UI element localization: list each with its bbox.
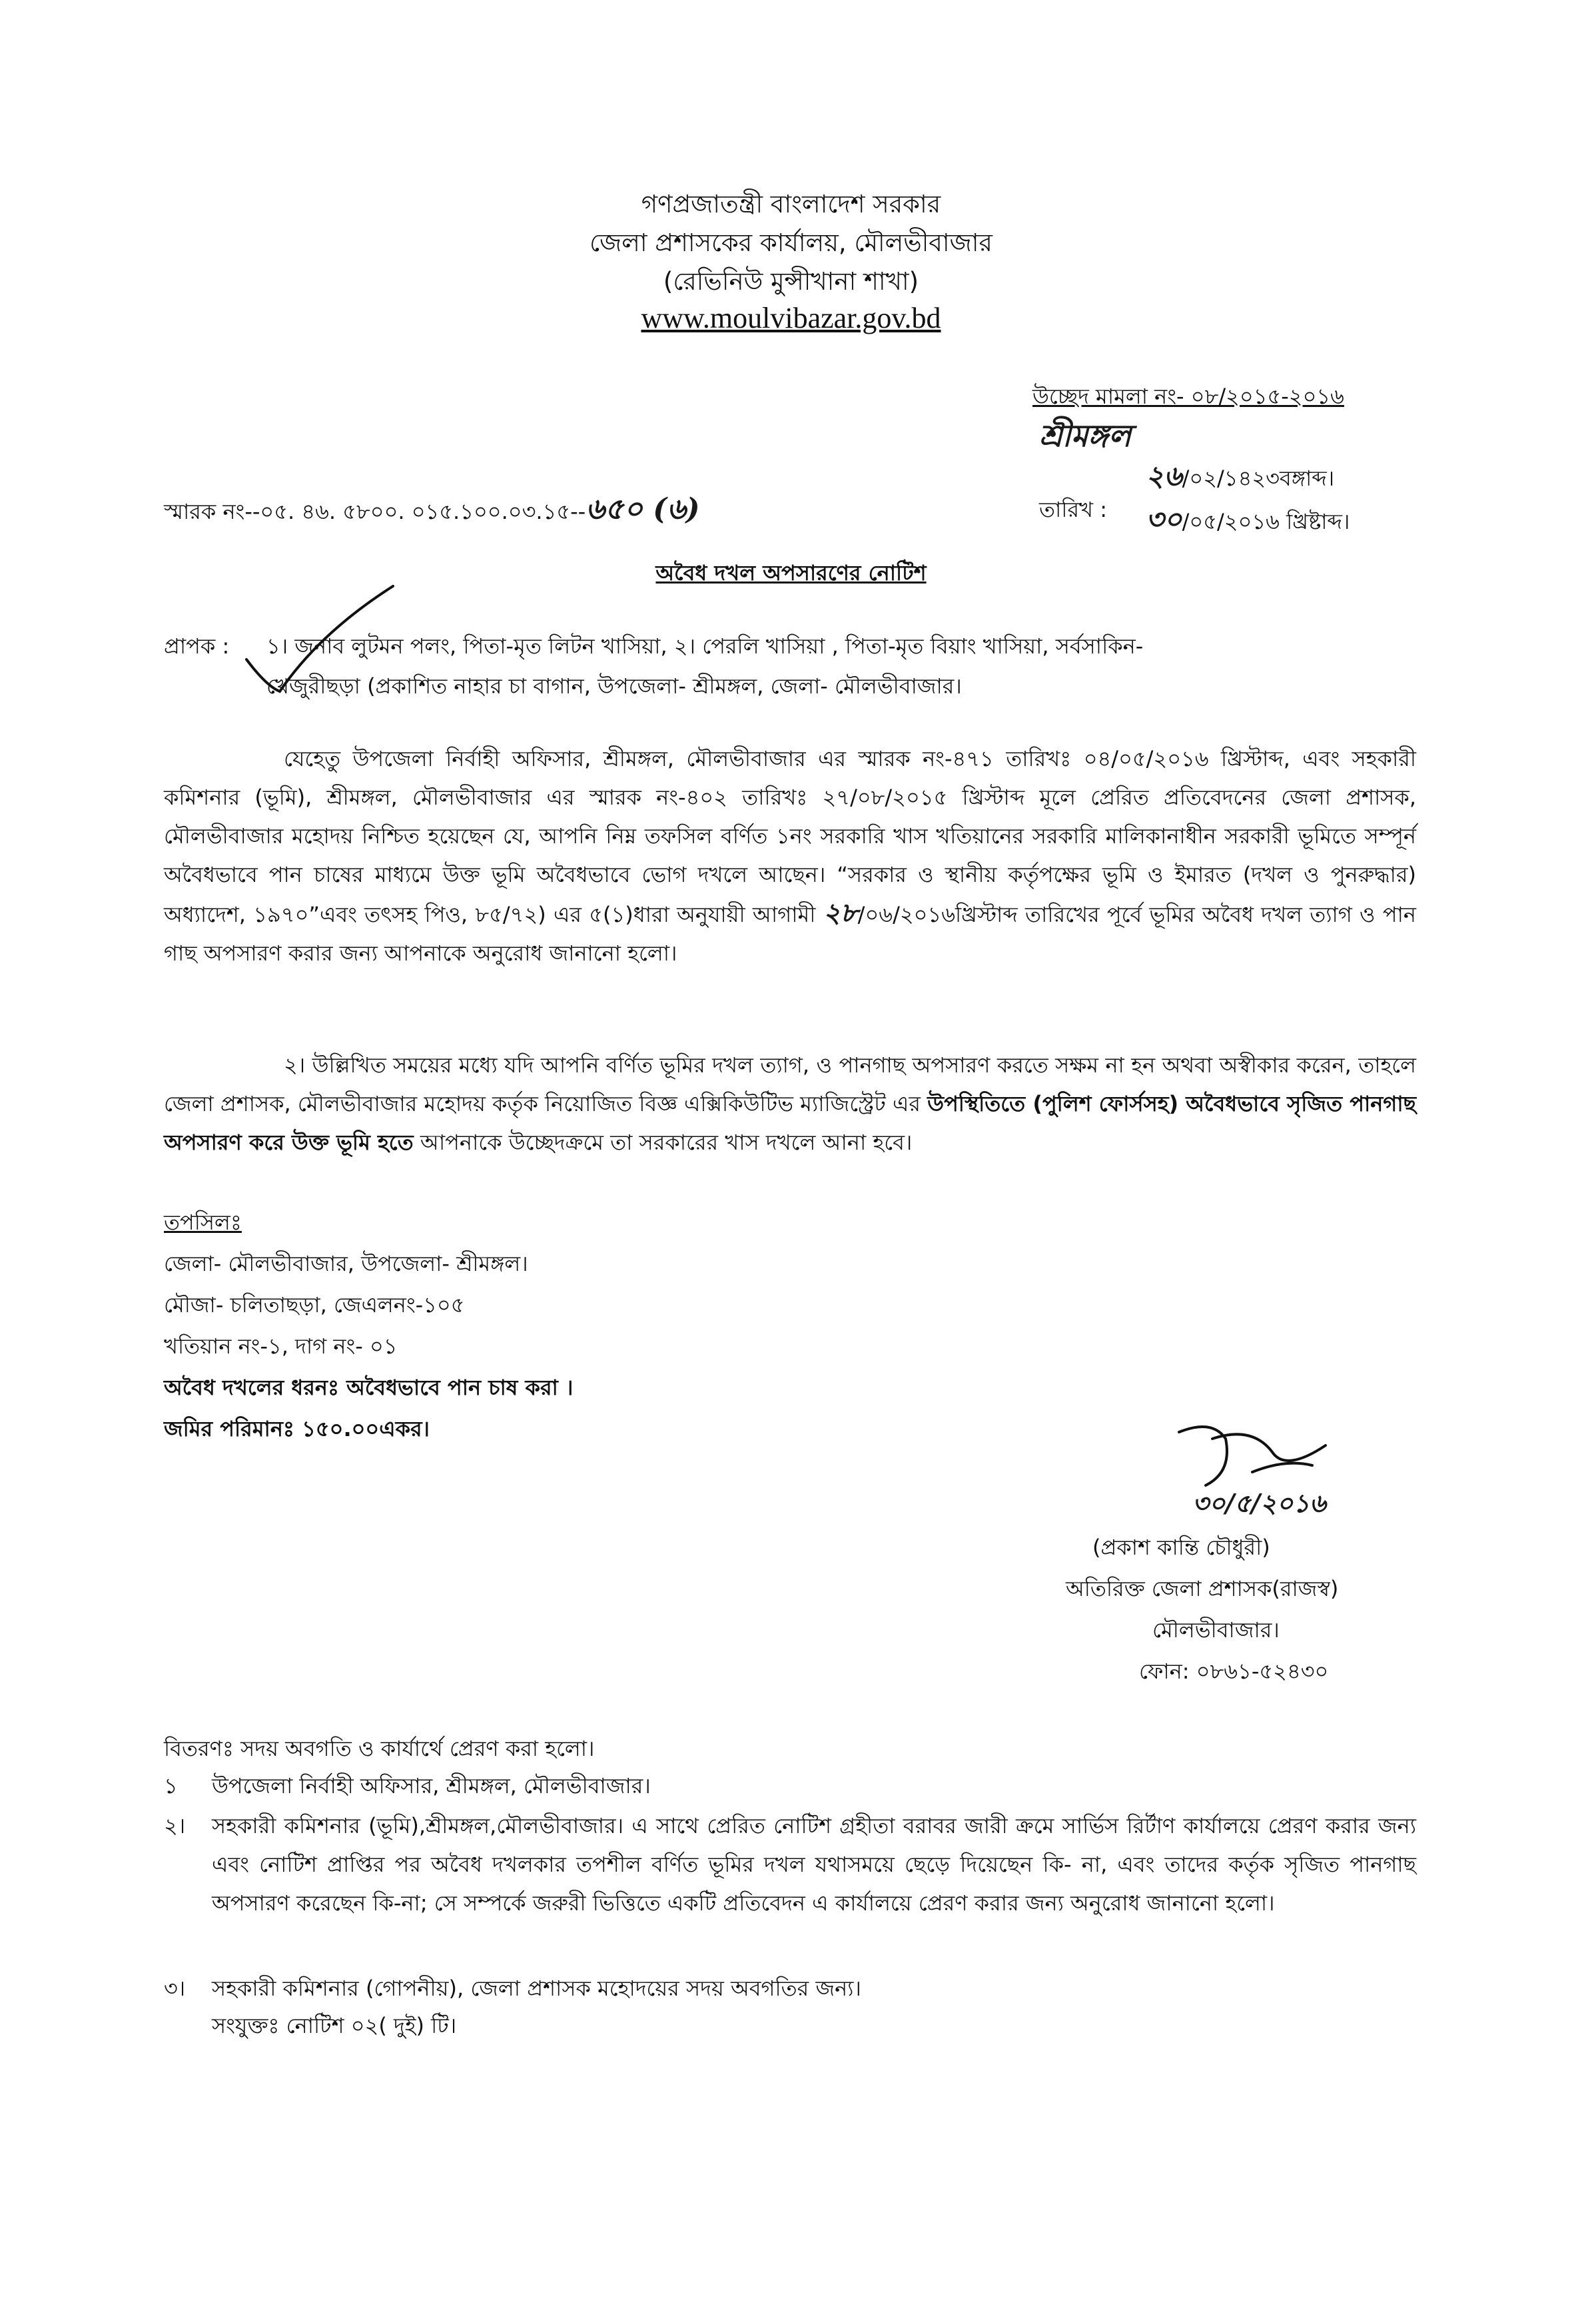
signatory-name: (প্রকাশ কান্তি চৌধুরী) (1092, 1535, 1270, 1560)
paragraph-1-part-2: /০৬/২০১৬খ্রিস্টাব্দ তারিখের পূর্বে ভূমির অবৈধ দখল ত্যাগ ও পান গাছ অপসারণ করার জন্য আপনাকে অনুরোধ জানানো হলো। (164, 902, 1416, 966)
signature-handwritten-date: ৩০/৫/২০১৬ (1192, 1488, 1326, 1518)
paragraph-1 (164, 739, 1416, 972)
schedule-line-khatian: খতিয়ান নং-১, দাগ নং- ০১ (164, 1334, 398, 1359)
handwritten-initial: শ্রীমঙ্গল (1039, 418, 1132, 454)
signatory-place: মৌলভীবাজার। (1152, 1617, 1280, 1643)
memo-number (164, 493, 700, 528)
distribution-item-text: সহকারী কমিশনার (গোপনীয়), জেলা প্রশাসক মহোদয়ের সদয় অবগতির জন্য। (212, 1976, 861, 2001)
distribution-item-number: ২। (164, 1813, 186, 1838)
recipient-label: প্রাপক : (164, 633, 230, 659)
paragraph-1-handwritten-date: ২৮ (823, 897, 858, 929)
recipient-line-2: খেজুরীছড়া (প্রকাশিত নাহার চা বাগান, উপজেলা- শ্রীমঙ্গল, জেলা- মৌলভীবাজার। (266, 673, 962, 699)
date-bangla-handwritten: ২৬ (1146, 460, 1182, 492)
schedule-line-land-amount: জমির পরিমানঃ ১৫০.০০একর। (164, 1416, 430, 1441)
case-number: উচ্ছেদ মামলা নং- ০৮/২০১৫-২০১৬ (1032, 384, 1344, 409)
distribution-item (164, 1806, 1416, 1966)
distribution-item-text: উপজেলা নির্বাহী অফিসার, শ্রীমঙ্গল, মৌলভীবাজার। (212, 1773, 651, 1798)
distribution-item (164, 1969, 1416, 2008)
schedule-line-occupation-type: অবৈধ দখলের ধরনঃ অবৈধভাবে পান চাষ করা । (164, 1375, 574, 1400)
schedule-line-mouza: মৌজা- চলিতাছড়া, জেএলনং-১০৫ (164, 1292, 465, 1318)
memo-handwritten-number: ৬৫০ (৬) (586, 492, 700, 526)
recipient-line-1: ১। জনাব লুটমন পলং, পিতা-মৃত লিটন খাসিয়া, ২। পেরলি খাসিয়া , পিতা-মৃত বিয়াং খাসিয়া, সর্বসাকিন- (266, 633, 1144, 659)
date-english-handwritten: ৩০ (1146, 503, 1182, 536)
paragraph-2-bold: উপস্থিতিতে (পুলিশ ফোর্সসহ) অবৈধভাবে সৃজিত পানগাছ অপসারণ করে উক্ত ভূমি হতে (164, 1091, 1417, 1155)
memo-text: স্মারক নং--০৫. ৪৬. ৫৮০০. ০১৫.১০০.০৩.১৫-- (164, 499, 586, 524)
date-label: তারিখ : (1039, 497, 1108, 522)
paragraph-2-part-2: আপনাকে উচ্ছেদক্রমে তা সরকারের খাস দখলে আনা হবে। (413, 1130, 913, 1155)
signatory-phone: ফোন: ০৮৬১-৫২৪৩০ (1139, 1659, 1329, 1684)
distribution-item-number: ৩। (164, 1976, 186, 2001)
notice-title: অবৈধ দখল অপসারণের নোটিশ (655, 560, 927, 585)
website-link[interactable]: www.moulvibazar.gov.bd (641, 302, 941, 334)
branch-name: (রেভিনিউ মুন্সীখানা শাখা) (663, 267, 919, 296)
schedule-heading: তপসিলঃ (164, 1210, 242, 1235)
signatory-designation: অতিরিক্ত জেলা প্রশাসক(রাজস্ব) (1066, 1576, 1339, 1601)
distribution-item (164, 1766, 1416, 1805)
date-english-rest: /০৫/২০১৬ খ্রিষ্টাব্দ। (1182, 509, 1350, 534)
paragraph-2-part-1: ২। উল্লিখিত সময়ের মধ্যে যদি আপনি বর্ণিত ভূমির দখল ত্যাগ, ও পানগাছ অপসারণ করতে সক্ষম না হন অথবা অস্বীকার করেন, তাহলে জেলা প্রশাসক, মৌলভীবাজার মহোদয় কর্তৃক নিয়োজিত বিজ্ঞ এক্সিকিউটিভ ম্যাজিস্ট্রেট এর (164, 1052, 1416, 1116)
tick-mark (240, 580, 400, 699)
date-bangla-rest: /০২/১৪২৩বঙ্গাব্দ। (1182, 466, 1335, 491)
govt-header: গণপ্রজাতন্ত্রী বাংলাদেশ সরকার (641, 190, 941, 218)
office-name: জেলা প্রশাসকের কার্যালয়, মৌলভীবাজার (590, 228, 992, 257)
date-bangla (1146, 460, 1334, 495)
paragraph-1-part-1: যেহেতু উপজেলা নির্বাহী অফিসার, শ্রীমঙ্গল, মৌলভীবাজার এর স্মারক নং-৪৭১ তারিখঃ ০৪/০৫/২০১৬ খ্রিস্টাব্দ, এবং সহকারী কমিশনার (ভূমি), শ্রীমঙ্গল, মৌলভীবাজার এর স্মারক নং-৪০২ তারিখঃ ২৭/০৮/২০১৫ খ্রিস্টাব্দ মূলে প্রেরিত প্রতিবেদনের জেলা প্রশাসক, মৌলভীবাজার মহোদয় নিশ্চিত হয়েছেন যে, আপনি নিম্ন তফসিল বর্ণিত ১নং সরকারি খাস খতিয়ানের সরকারি মালিকানাধীন সরকারী ভূমিতে সম্পূর্ন অবৈধভাবে পান চাষের মাধ্যমে উক্ত ভূমি অবৈধভাবে ভোগ দখলে আছেন। “সরকার ও স্থানীয় কর্তৃপক্ষের ভূমি ও ইমারত (দখল ও পুনরুদ্ধার) অধ্যাদেশ, ১৯৭০”এবং তৎসহ পিও, ৮৫/৭২) এর ৫(১)ধারা অনুযায়ী আগামী (164, 746, 1416, 927)
schedule-line-district: জেলা- মৌলভীবাজার, উপজেলা- শ্রীমঙ্গল। (164, 1251, 528, 1276)
distribution-heading: বিতরণঃ সদয় অবগতি ও কার্যার্থে প্রেরণ করা হলো। (164, 1736, 595, 1761)
attachment-note: সংযুক্তঃ নোটিশ ০২( দুই) টি। (212, 2013, 457, 2038)
distribution-item-text: সহকারী কমিশনার (ভূমি),শ্রীমঙ্গল,মৌলভীবাজার। এ সাথে প্রেরিত নোটিশ গ্রহীতা বরাবর জারী ক্রমে সার্ভিস রির্টাণ কার্যালয়ে প্রেরণ করার জন্য এবং নোটিশ প্রাপ্তির পর অবৈধ দখলকার তপশীল বর্ণিত ভূমির দখল যথাসময়ে ছেড়ে দিয়েছেন কি- না, এবং তাদের কর্তৃক সৃজিত পানগাছ অপসারণ করেছেন কি-না; সে সম্পর্কে জরুরী ভিত্তিতে একটি প্রতিবেদন এ কার্যালয়ে প্রেরণ করার জন্য অনুরোধ জানানো হলো। (212, 1813, 1416, 1916)
date-english (1146, 503, 1350, 538)
distribution-item-number: ১ (164, 1773, 178, 1798)
paragraph-2 (164, 1046, 1416, 1162)
